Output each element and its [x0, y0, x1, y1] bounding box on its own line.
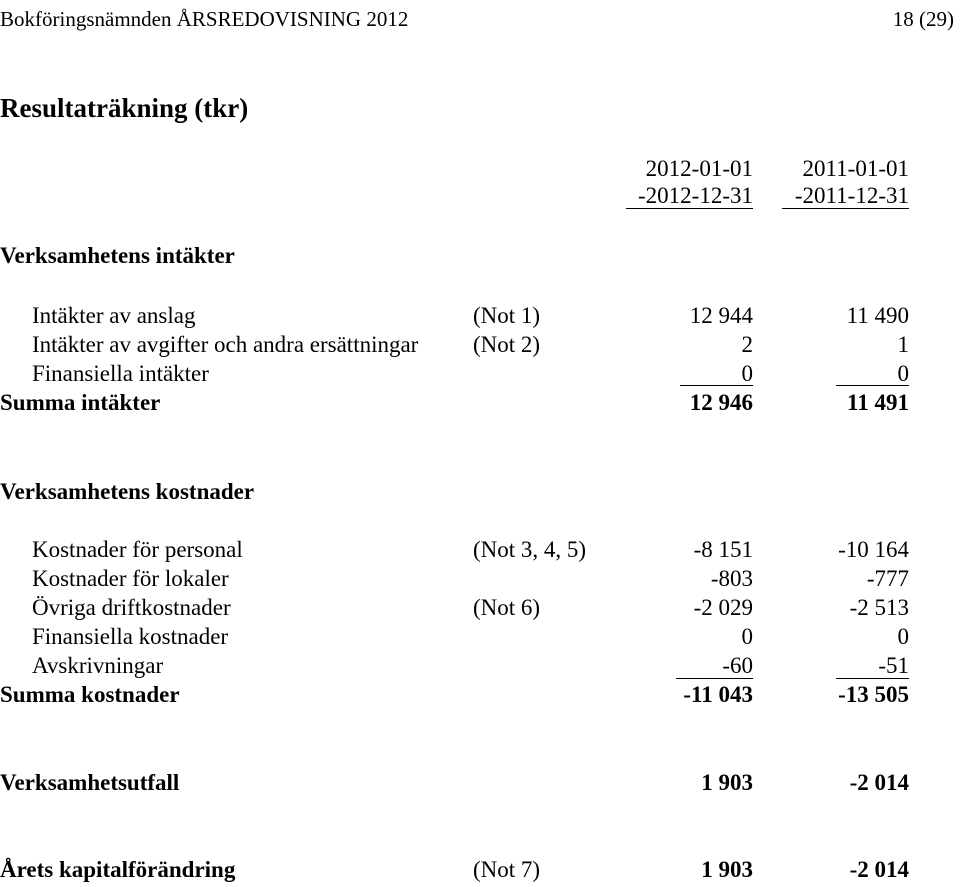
row-current-value: 0	[741, 361, 753, 386]
row-label: Intäkter av avgifter och andra ersättningar	[32, 332, 419, 357]
row-label: Intäkter av anslag	[32, 303, 196, 328]
capital-change-label: Årets kapitalförändring	[0, 857, 236, 882]
result-current-value: 1 903	[701, 770, 753, 795]
row-current-value: 12 944	[689, 303, 753, 328]
row-current-value: -8 151	[693, 537, 753, 562]
capital-change-current-value: 1 903	[701, 857, 753, 882]
row-previous-value: -51	[878, 653, 909, 678]
capital-change-note: (Not 7)	[473, 857, 541, 882]
page-title: Resultaträkning (tkr)	[0, 93, 249, 123]
total-previous-value: 11 491	[847, 390, 909, 415]
row-previous-value: 1	[897, 332, 909, 357]
row-current-value: 2	[741, 332, 753, 357]
row-previous-value: 11 490	[846, 303, 909, 328]
period-previous-underline	[782, 208, 909, 209]
row-current-value: -60	[722, 653, 753, 678]
result-label: Verksamhetsutfall	[0, 770, 180, 795]
income-heading: Verksamhetens intäkter	[0, 243, 235, 268]
row-label: Avskrivningar	[32, 653, 164, 678]
page-indicator	[893, 6, 954, 32]
row-label: Finansiella intäkter	[32, 361, 209, 386]
row-note: (Not 6)	[473, 595, 541, 620]
row-note: (Not 3, 4, 5)	[473, 537, 587, 562]
period-current-end: -2012-12-31	[638, 183, 753, 208]
total-current-value: -11 043	[683, 682, 753, 707]
total-label: Summa kostnader	[0, 682, 180, 707]
period-previous-end: -2011-12-31	[794, 183, 909, 208]
costs-subtotal-rule-previous	[836, 678, 909, 679]
row-previous-value: -2 513	[849, 595, 909, 620]
row-previous-value: 0	[897, 361, 909, 386]
row-note: (Not 1)	[473, 303, 541, 328]
row-note: (Not 2)	[473, 332, 541, 357]
income-subtotal-rule-current	[680, 385, 753, 386]
period-previous-start: 2011-01-01	[802, 156, 909, 181]
result-previous-value: -2 014	[849, 770, 909, 795]
total-current-value: 12 946	[689, 390, 753, 415]
row-label: Övriga driftkostnader	[32, 595, 231, 620]
page-number: 18	[892, 7, 914, 31]
row-current-value: -803	[710, 566, 753, 591]
document-header-title: Bokföringsnämnden ÅRSREDOVISNING 2012	[0, 7, 409, 31]
page-total: (29)	[919, 7, 954, 31]
capital-change-previous-value: -2 014	[849, 857, 909, 882]
total-previous-value: -13 505	[838, 682, 909, 707]
row-current-value: -2 029	[693, 595, 753, 620]
row-label: Kostnader för lokaler	[32, 566, 229, 591]
costs-subtotal-rule-current	[676, 678, 753, 679]
row-current-value: 0	[741, 624, 753, 649]
costs-heading: Verksamhetens kostnader	[0, 479, 255, 504]
row-previous-value: -10 164	[838, 537, 909, 562]
total-label: Summa intäkter	[0, 390, 161, 415]
row-previous-value: -777	[866, 566, 909, 591]
row-label: Kostnader för personal	[32, 537, 243, 562]
income-subtotal-rule-previous	[836, 385, 909, 386]
row-label: Finansiella kostnader	[32, 624, 229, 649]
row-previous-value: 0	[897, 624, 909, 649]
period-current-underline	[626, 208, 753, 209]
period-current-start: 2012-01-01	[645, 156, 753, 181]
